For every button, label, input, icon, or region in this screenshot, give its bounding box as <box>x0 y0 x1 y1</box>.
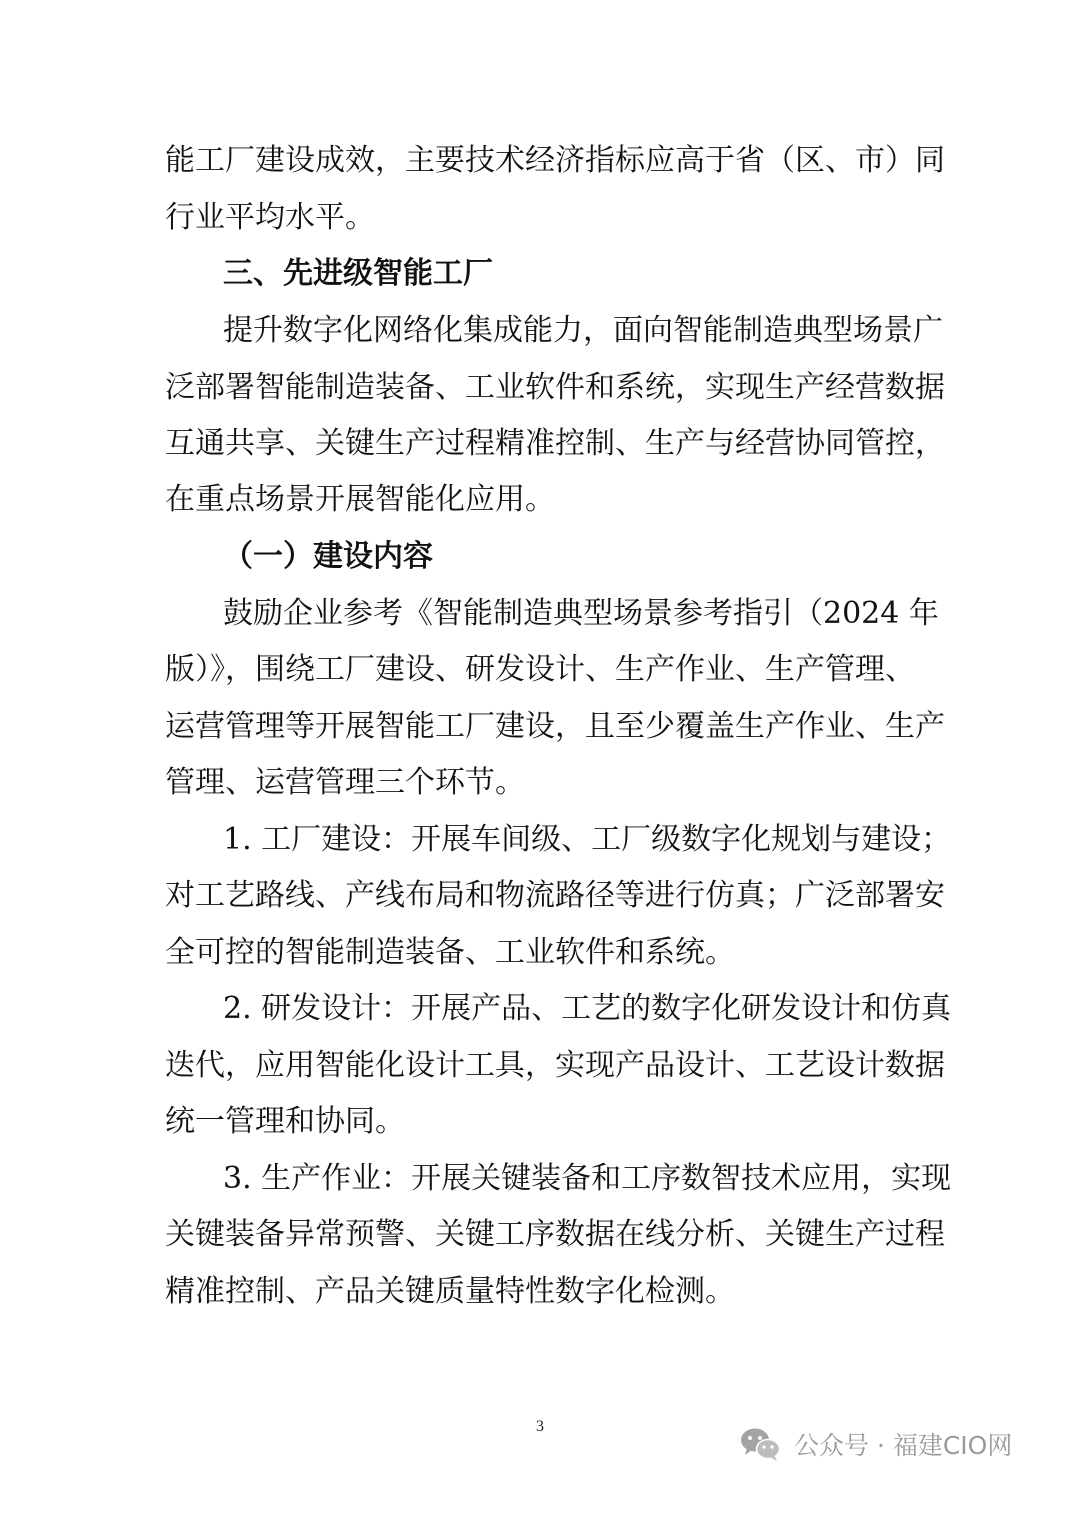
body-text-line: 3. 生产作业：开展关键装备和工序数智技术应用，实现 <box>223 1161 952 1196</box>
body-text-line: 在重点场景开展智能化应用。 <box>165 482 555 517</box>
body-text-line: 关键装备异常预警、关键工序数据在线分析、关键生产过程 <box>165 1217 945 1252</box>
watermark <box>738 1422 1012 1466</box>
body-text-line: 统一管理和协同。 <box>165 1104 405 1139</box>
body-text-line: 运营管理等开展智能工厂建设，且至少覆盖生产作业、生产 <box>165 709 945 744</box>
body-text-line: 1. 工厂建设：开展车间级、工厂级数字化规划与建设； <box>223 822 952 857</box>
section-heading: 三、先进级智能工厂 <box>223 256 493 291</box>
body-text-line: 行业平均水平。 <box>165 200 375 235</box>
body-text-line: 管理、运营管理三个环节。 <box>165 765 525 800</box>
body-text-line: 精准控制、产品关键质量特性数字化检测。 <box>165 1274 735 1309</box>
body-text-line: 互通共享、关键生产过程精准控制、生产与经营协同管控， <box>165 426 945 461</box>
body-text-line: 对工艺路线、产线布局和物流路径等进行仿真；广泛部署安 <box>165 878 945 913</box>
body-text-line: 鼓励企业参考《智能制造典型场景参考指引（2024 年 <box>223 596 939 631</box>
body-text-line: 提升数字化网络化集成能力，面向智能制造典型场景广 <box>223 313 943 348</box>
body-text-line: 2. 研发设计：开展产品、工艺的数字化研发设计和仿真 <box>223 991 952 1026</box>
body-text-line: 迭代，应用智能化设计工具，实现产品设计、工艺设计数据 <box>165 1048 945 1083</box>
page-number: 3 <box>536 1418 544 1435</box>
body-text-line: 能工厂建设成效，主要技术经济指标应高于省（区、市）同 <box>165 143 945 178</box>
watermark-text: 公众号 · 福建CIO网 <box>794 1431 1013 1460</box>
body-text-line: 版）》，围绕工厂建设、研发设计、生产作业、生产管理、 <box>165 652 915 687</box>
body-text-line: 全可控的智能制造装备、工业软件和系统。 <box>165 935 735 970</box>
body-text-line: 泛部署智能制造装备、工业软件和系统，实现生产经营数据 <box>165 370 945 405</box>
wechat-icon <box>738 1424 782 1464</box>
subsection-heading: （一）建设内容 <box>223 539 433 574</box>
